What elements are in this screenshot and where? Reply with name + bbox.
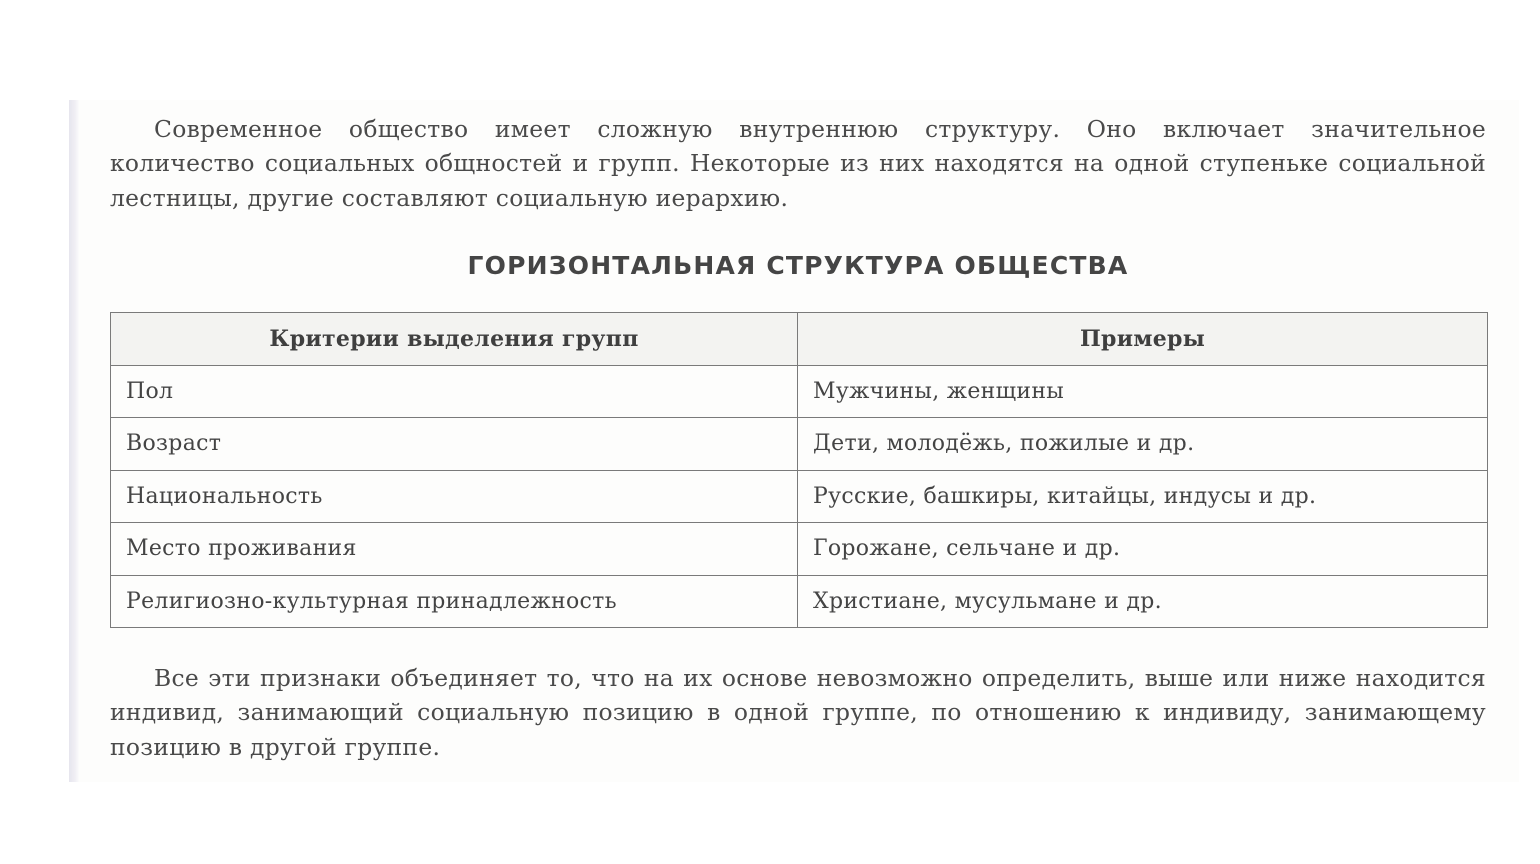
examples-cell: Русские, башкиры, китайцы, индусы и др. <box>798 470 1488 523</box>
criteria-cell: Место проживания <box>111 523 798 576</box>
criteria-cell: Пол <box>111 365 798 418</box>
criteria-cell: Национальность <box>111 470 798 523</box>
section-title: ГОРИЗОНТАЛЬНАЯ СТРУКТУРА ОБЩЕСТВА <box>467 251 1129 280</box>
closing-paragraph: Все эти признаки объединяет то, что на их основе невозможно определить, выше или ниже находится индивид, занимающий социальную позицию в одной группе, по отношению к индивиду, занимающему позицию в другой группе. <box>110 664 1486 761</box>
table-row <box>111 523 1488 576</box>
table-row <box>111 470 1488 523</box>
table-row <box>111 575 1488 628</box>
table-header-row <box>111 313 1488 366</box>
examples-cell: Мужчины, женщины <box>798 365 1488 418</box>
table-row <box>111 418 1488 471</box>
column-header-examples: Примеры <box>798 313 1488 366</box>
scan-page-edge <box>69 100 79 782</box>
table-row <box>111 365 1488 418</box>
examples-cell: Дети, молодёжь, пожилые и др. <box>798 418 1488 471</box>
criteria-cell: Религиозно-культурная принадлежность <box>111 575 798 628</box>
intro-paragraph: Современное общество имеет сложную внутреннюю структуру. Оно включает значительное количество социальных общностей и групп. Некоторые из них находятся на одной ступеньке социальной лестницы, другие составляют социальную иерархию. <box>110 115 1486 212</box>
examples-cell: Горожане, сельчане и др. <box>798 523 1488 576</box>
criteria-cell: Возраст <box>111 418 798 471</box>
column-header-criteria: Критерии выделения групп <box>111 313 798 366</box>
horizontal-structure-table <box>110 312 1488 628</box>
examples-cell: Христиане, мусульмане и др. <box>798 575 1488 628</box>
